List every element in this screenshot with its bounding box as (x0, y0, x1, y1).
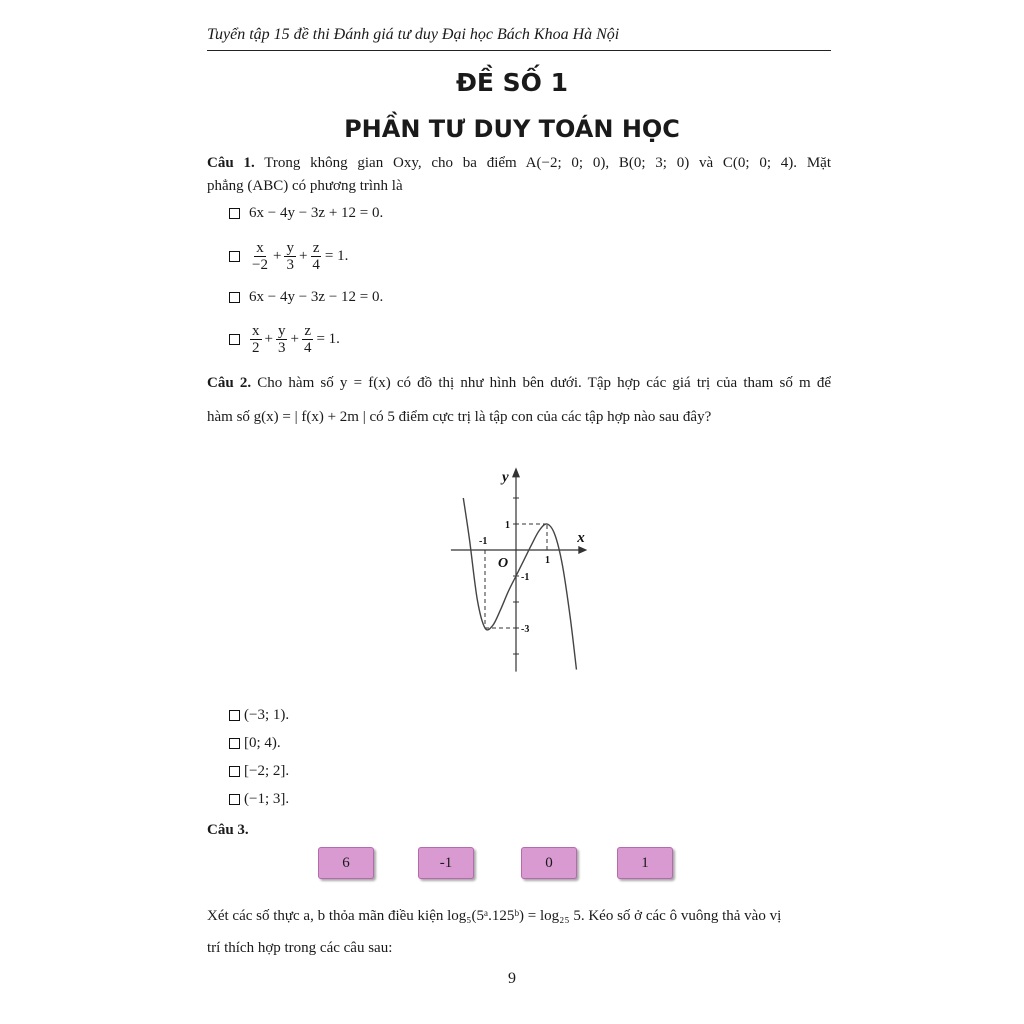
y-axis-label: y (502, 469, 509, 486)
q2-stem (207, 373, 831, 427)
checkbox-icon[interactable] (229, 292, 240, 303)
q2-option-c-text: [−2; 2]. (244, 763, 290, 779)
q2-option-d-text: (−1; 3]. (244, 791, 290, 807)
x-tick-label: -1 (479, 536, 488, 547)
q1-option-b[interactable]: $\frac{x}{-2}$ + $\frac{y}{3}$ + $\frac{z}{4}$ = 1. (229, 240, 350, 273)
q1-option-a[interactable] (229, 205, 383, 222)
y-axis-arrow-icon (512, 467, 520, 477)
q1-stem (207, 153, 831, 196)
q1-option-d[interactable]: $\frac{x}{2}$ + $\frac{y}{3}$ + $\frac{z}{4}$ = 1. (229, 323, 342, 356)
y-tick-label: -3 (521, 624, 530, 635)
section-title: PHẦN TƯ DUY TOÁN HỌC (344, 115, 680, 143)
checkbox-icon[interactable] (229, 738, 240, 749)
drag-tile-6[interactable]: 6 (318, 847, 374, 879)
drag-tile-0[interactable]: 0 (521, 847, 577, 879)
q2-option-a-text: (−3; 1). (244, 707, 290, 723)
q1-option-a-text: 6x − 4y − 3z + 12 = 0. (249, 205, 384, 221)
header-divider (207, 50, 831, 51)
q2-text-line2: hàm số g(x) = | f(x) + 2m | có 5 điểm cực trị là tập con của các tập hợp nào sau đây? (207, 409, 712, 425)
fraction: $\frac{z}{4}$ (312, 240, 320, 273)
checkbox-icon[interactable] (229, 208, 240, 219)
q2-text-line1: Cho hàm số y = f(x) có đồ thị như hình bên dưới. Tập hợp các giá trị của tham số m để (257, 375, 831, 391)
running-header: Tuyển tập 15 đề thi Đánh giá tư duy Đại học Bách Khoa Hà Nội (207, 26, 620, 43)
fraction: $\frac{y}{3}$ (277, 323, 286, 356)
checkbox-icon[interactable] (229, 710, 240, 721)
function-graph (410, 430, 630, 692)
q2-option-a[interactable] (229, 707, 289, 724)
drag-tile-minus-1[interactable]: -1 (418, 847, 474, 879)
fraction: $\frac{x}{-2}$ (252, 240, 268, 273)
q1-option-c[interactable] (229, 289, 383, 306)
q1-label: Câu 1. (207, 155, 255, 171)
fraction: $\frac{z}{4}$ (303, 323, 312, 356)
drag-tile-1[interactable]: 1 (617, 847, 673, 879)
fraction: $\frac{y}{3}$ (286, 240, 294, 273)
page-number: 9 (508, 970, 516, 987)
q3-text-line2: trí thích hợp trong các câu sau: (207, 940, 393, 956)
fraction: $\frac{x}{2}$ (252, 323, 260, 356)
origin-label: O (498, 556, 509, 571)
q2-option-b-text: [0; 4). (244, 735, 281, 751)
y-tick-label: -1 (521, 572, 530, 583)
q3-text-line1: Xét các số thực a, b thỏa mãn điều kiện log₅(5ᵃ.125ᵇ) = log₂₅ 5. Kéo số ở các ô vuông thả vào vị (207, 908, 782, 924)
q2-option-c[interactable] (229, 763, 289, 780)
exam-title: ĐỀ SỐ 1 (455, 68, 569, 97)
checkbox-icon[interactable] (229, 334, 240, 345)
x-axis-label: x (577, 530, 585, 546)
q1-text-line1: Trong không gian Oxy, cho ba điểm A(−2; 0; 0), B(0; 3; 0) và C(0; 0; 4). Mặt (264, 155, 831, 171)
q3-label: Câu 3. (207, 822, 249, 838)
checkbox-icon[interactable] (229, 766, 240, 777)
q3-stem (207, 906, 831, 958)
x-axis-arrow-icon (578, 546, 587, 554)
x-tick-label: 1 (545, 555, 550, 566)
function-curve (463, 498, 576, 670)
checkbox-icon[interactable] (229, 251, 240, 262)
y-tick-label: 1 (505, 520, 510, 531)
q2-label: Câu 2. (207, 375, 252, 391)
checkbox-icon[interactable] (229, 794, 240, 805)
q2-option-d[interactable] (229, 791, 289, 808)
q1-option-c-text: 6x − 4y − 3z − 12 = 0. (249, 289, 384, 305)
q1-text-line2: phẳng (ABC) có phương trình là (207, 178, 403, 194)
q2-option-b[interactable] (229, 735, 281, 752)
